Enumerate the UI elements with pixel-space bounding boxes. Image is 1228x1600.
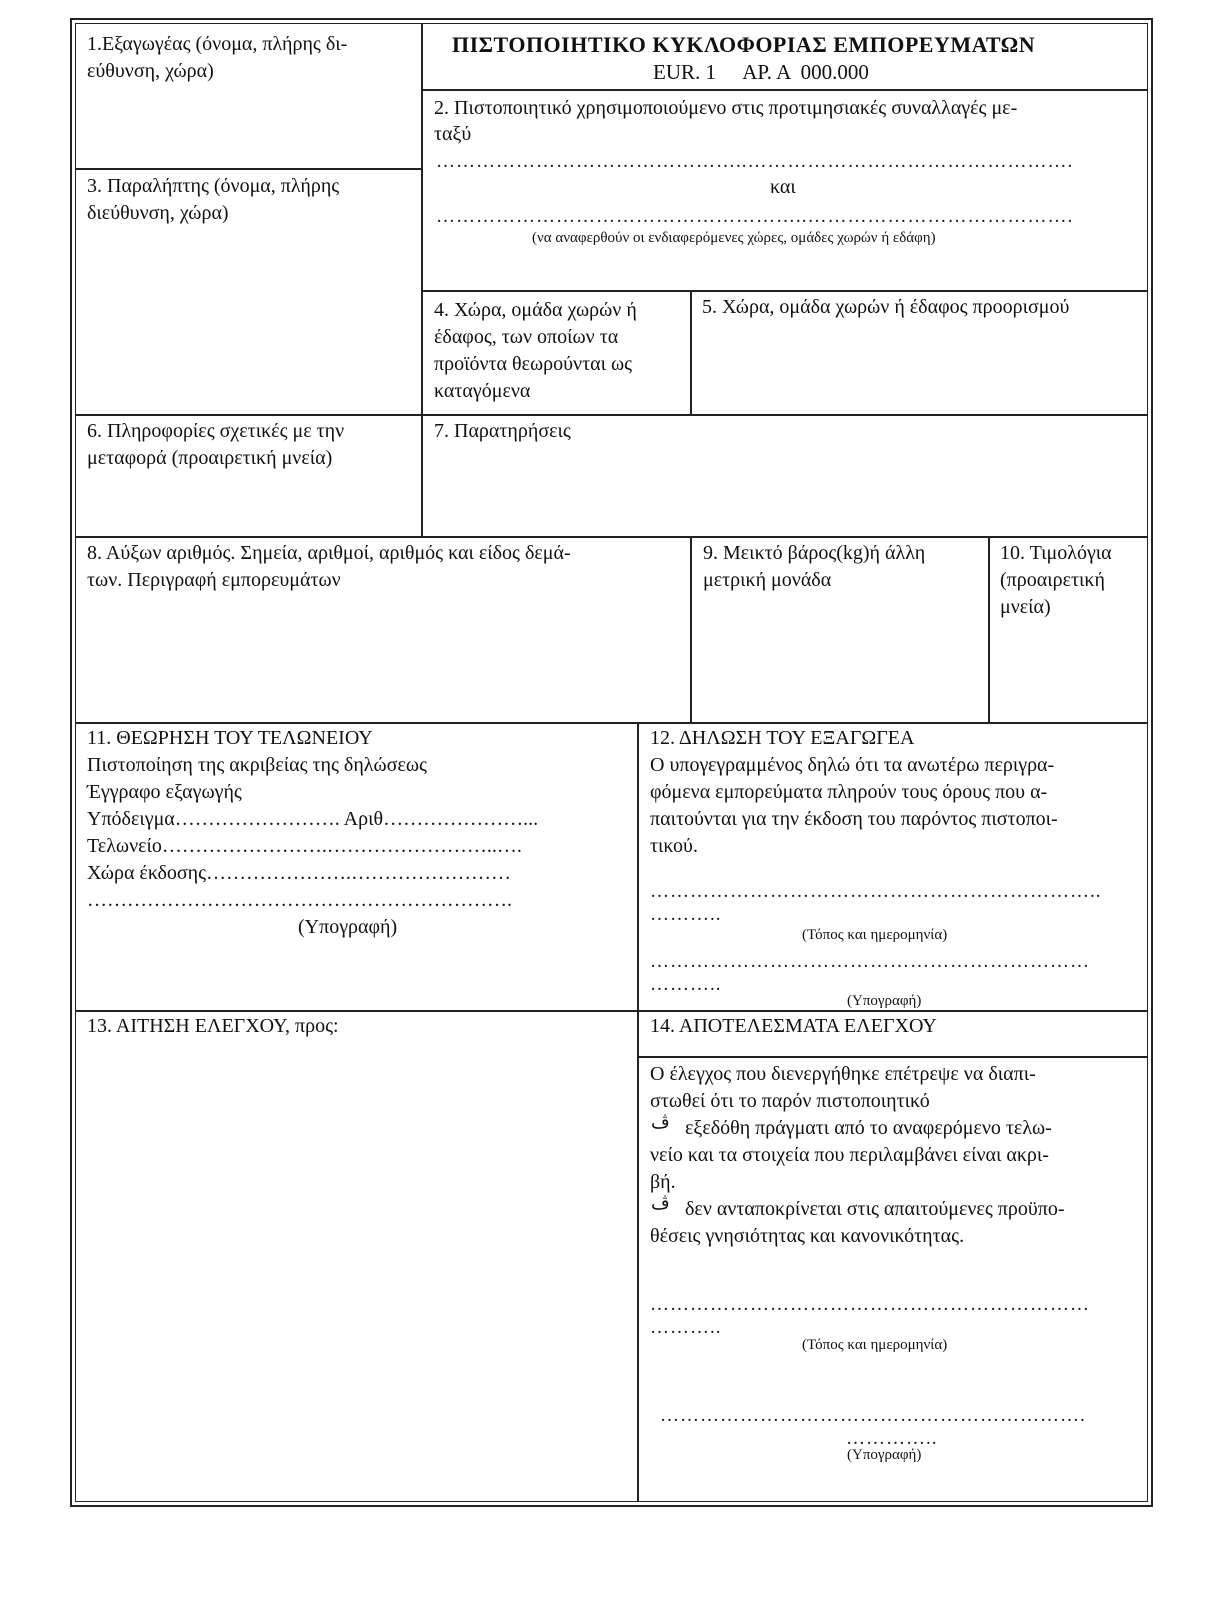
box-12-line3: παιτούνται για την έκδοση του παρόντος πιστοποι- [650,808,1058,830]
box-14-title: 14. ΑΠΟΤΕΛΕΣΜΑΤΑ ΕΛΕΓΧΟΥ [650,1015,937,1037]
box-8-label-line2: των. Περιγραφή εμπορευμάτων [87,569,341,591]
box-2-note: (να αναφερθούν οι ενδιαφερόμενες χώρες, ομάδες χωρών ή εδάφη) [532,230,936,246]
box-9-label-line1: 9. Μεικτό βάρος(kg)ή άλλη [703,542,926,564]
box-11-signature-label: (Υπογραφή) [298,916,398,938]
box-14-place-date-label: (Τόπος και ημερομηνία) [802,1337,948,1353]
box-14-place-date-dots: ………………………………………………………… [650,1294,1090,1315]
box-11-title: 11. ΘΕΩΡΗΣΗ ΤΟΥ ΤΕΛΩΝΕΙΟΥ [87,727,373,749]
box-14-opt2-line2: θέσεις γνησιότητας και κανονικότητας. [650,1225,965,1247]
box-12-signature-dots: ………………………………………………………… [650,951,1090,972]
box-6-label-line2: μεταφορά (προαιρετική μνεία) [87,447,333,469]
box-12-signature-label: (Υπογραφή) [847,993,922,1009]
box-1-label-line1: 1.Εξαγωγέας (όνομα, πλήρης δι- [87,33,348,55]
box-4-label-line2: έδαφος, των οποίων τα [434,326,619,348]
box-9-label-line2: μετρική μονάδα [703,569,832,591]
box-12-place-date-dots: ………………………………………………………….. [650,881,1102,902]
checkbox-issued-icon[interactable]: ڤ [651,1112,670,1132]
box-14-place-date-dots-2: ……….. [650,1317,722,1338]
box-7-label: 7. Παρατηρήσεις [434,420,571,442]
box-13-verification-request[interactable] [75,1010,639,1502]
box-4-label-line3: προϊόντα θεωρούνται ως [434,353,633,375]
box-6-label-line1: 6. Πληροφορίες σχετικές με την [87,420,345,442]
box-10-label-line1: 10. Τιμολόγια [1000,542,1112,564]
box-2-dotted-line-1: ………………………………………..…………………………………………. [436,151,1074,172]
box-13-title: 13. ΑΙΤΗΣΗ ΕΛΕΓΧΟΥ, προς: [87,1015,339,1037]
box-10-label-line2: (προαιρετική [1000,569,1105,591]
form-title: ΠΙΣΤΟΠΟΙΗΤΙΚΟ ΚΥΚΛΟΦΟΡΙΑΣ ΕΜΠΟΡΕΥΜΑΤΩΝ [452,32,1036,57]
box-14-line1: Ο έλεγχος που διενεργήθηκε επέτρεψε να διαπι- [650,1063,1036,1085]
box-11-line3: Υπόδειγμα……………………. Αριθ…………………... [87,808,539,830]
box-12-line1: Ο υπογεγραμμένος δηλώ ότι τα ανωτέρω περιγρα- [650,754,1055,776]
box-11-line2: Έγγραφο εξαγωγής [87,781,242,803]
box-2-dotted-line-2: ………………………………………………..…………………………………. [436,206,1074,227]
box-14-signature-label: (Υπογραφή) [847,1447,922,1463]
box-14-opt1-line3: βή. [650,1171,676,1193]
box-10-label-line3: μνεία) [1000,596,1051,618]
box-2-label-line2: ταξύ [434,123,472,145]
box-14-line2: στωθεί ότι το παρόν πιστοποιητικό [650,1090,930,1112]
box-2-and: και [770,176,796,198]
box-8-label-line1: 8. Αύξων αριθμός. Σημεία, αριθμοί, αριθμός και είδος δεμά- [87,542,571,564]
box-11-line4: Τελωνείο…………………….……………………..…. [87,835,522,857]
box-14-signature-dots-2: ………….. [846,1428,938,1449]
box-12-place-date-label: (Τόπος και ημερομηνία) [802,927,948,943]
box-11-line5: Χώρα έκδοσης………………….…………………… [87,862,512,884]
box-12-line4: τικού. [650,835,698,857]
box-4-label-line4: καταγόμενα [434,380,531,402]
box-1-label-line2: εύθυνση, χώρα) [87,60,214,82]
box-12-place-date-dots-2: ……….. [650,904,722,925]
box-11-line1: Πιστοποίηση της ακριβείας της δηλώσεως [87,754,427,776]
box-12-signature-dots-2: ……….. [650,974,722,995]
checkbox-not-conform-icon[interactable]: ڤ [651,1193,670,1213]
form-subtitle: EUR. 1 ΑΡ. Α 000.000 [653,60,869,84]
box-14-opt1-line1: εξεδόθη πράγματι από το αναφερόμενο τελω- [685,1117,1052,1139]
box-5-label: 5. Χώρα, ομάδα χωρών ή έδαφος προορισμού [702,296,1070,318]
box-2-label-line1: 2. Πιστοποιητικό χρησιμοποιούμενο στις προτιμησιακές συναλλαγές με- [434,97,1018,119]
box-3-label-line2: διεύθυνση, χώρα) [87,202,229,224]
box-14-signature-dots: ………………………………………………………. [660,1405,1086,1426]
box-12-title: 12. ΔΗΛΩΣΗ ΤΟΥ ΕΞΑΓΩΓΕΑ [650,727,915,749]
box-12-line2: φόμενα εμπορεύματα πληρούν τους όρους που α- [650,781,1048,803]
box-3-label-line1: 3. Παραλήπτης (όνομα, πλήρης [87,175,340,197]
box-14-opt2-line1: δεν ανταποκρίνεται στις απαιτούμενες προϋπο- [685,1198,1065,1220]
box-14-opt1-line2: νείο και τα στοιχεία που περιλαμβάνει είναι ακρι- [650,1144,1049,1166]
box-4-label-line1: 4. Χώρα, ομάδα χωρών ή [434,299,637,321]
box-11-line6: ………………………………………………………. [87,889,512,911]
